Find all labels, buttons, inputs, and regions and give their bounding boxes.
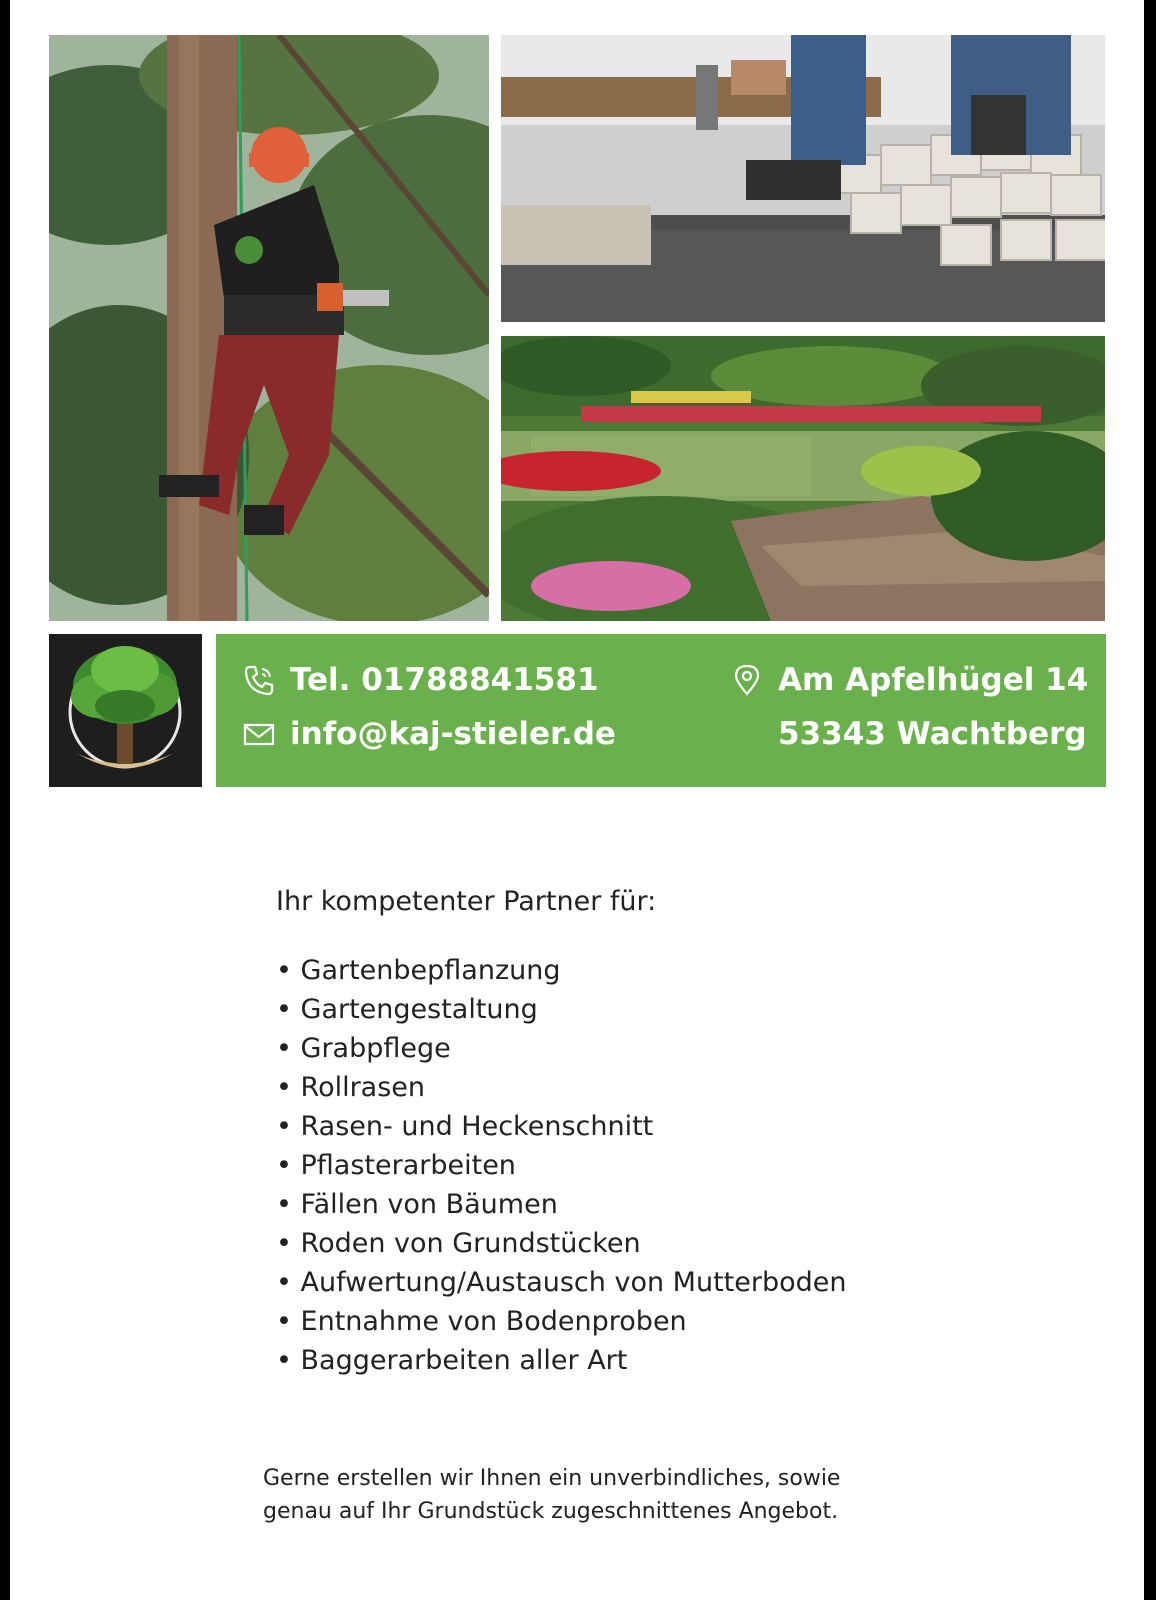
paving-work-photo [501, 35, 1105, 322]
services-intro: Ihr kompetenter Partner für: [276, 886, 657, 917]
closing-line-2: genau auf Ihr Grundstück zugeschnittenes Angebot. [263, 1499, 839, 1524]
list-item: • Grabpflege [276, 1029, 846, 1068]
mail-icon [242, 717, 276, 751]
tree-climber-photo [49, 35, 489, 621]
phone-number: Tel. 01788841581 [290, 662, 599, 698]
list-item: • Rollrasen [276, 1068, 846, 1107]
closing-line-1: Gerne erstellen wir Ihnen ein unverbindliches, sowie [263, 1466, 841, 1491]
services-section [276, 886, 846, 1380]
services-list [276, 951, 846, 1380]
city-address: 53343 Wachtberg [778, 716, 1087, 752]
closing-text [263, 1462, 963, 1528]
list-item: • Fällen von Bäumen [276, 1185, 846, 1224]
company-logo [49, 634, 202, 787]
phone-icon [242, 663, 276, 697]
street-address: Am Apfelhügel 14 [778, 662, 1089, 698]
list-item: • Rasen- und Heckenschnitt [276, 1107, 846, 1146]
list-item: • Entnahme von Bodenproben [276, 1302, 846, 1341]
list-item: • Gartenbepflanzung [276, 951, 846, 990]
garden-landscape-photo [501, 336, 1105, 621]
tree-logo-icon [49, 634, 202, 787]
phone-line[interactable] [242, 662, 599, 698]
address-line-street [730, 662, 1088, 698]
address-line-city [778, 716, 1087, 752]
list-item: • Baggerarbeiten aller Art [276, 1341, 846, 1380]
list-item: • Gartengestaltung [276, 990, 846, 1029]
list-item: • Roden von Grundstücken [276, 1224, 846, 1263]
flyer-page [10, 0, 1144, 1600]
list-item: • Aufwertung/Austausch von Mutterboden [276, 1263, 846, 1302]
email-line[interactable] [242, 716, 616, 752]
location-pin-icon [730, 663, 764, 697]
contact-bar [216, 634, 1106, 787]
email-address: info@kaj-stieler.de [290, 716, 616, 752]
list-item: • Pflasterarbeiten [276, 1146, 846, 1185]
